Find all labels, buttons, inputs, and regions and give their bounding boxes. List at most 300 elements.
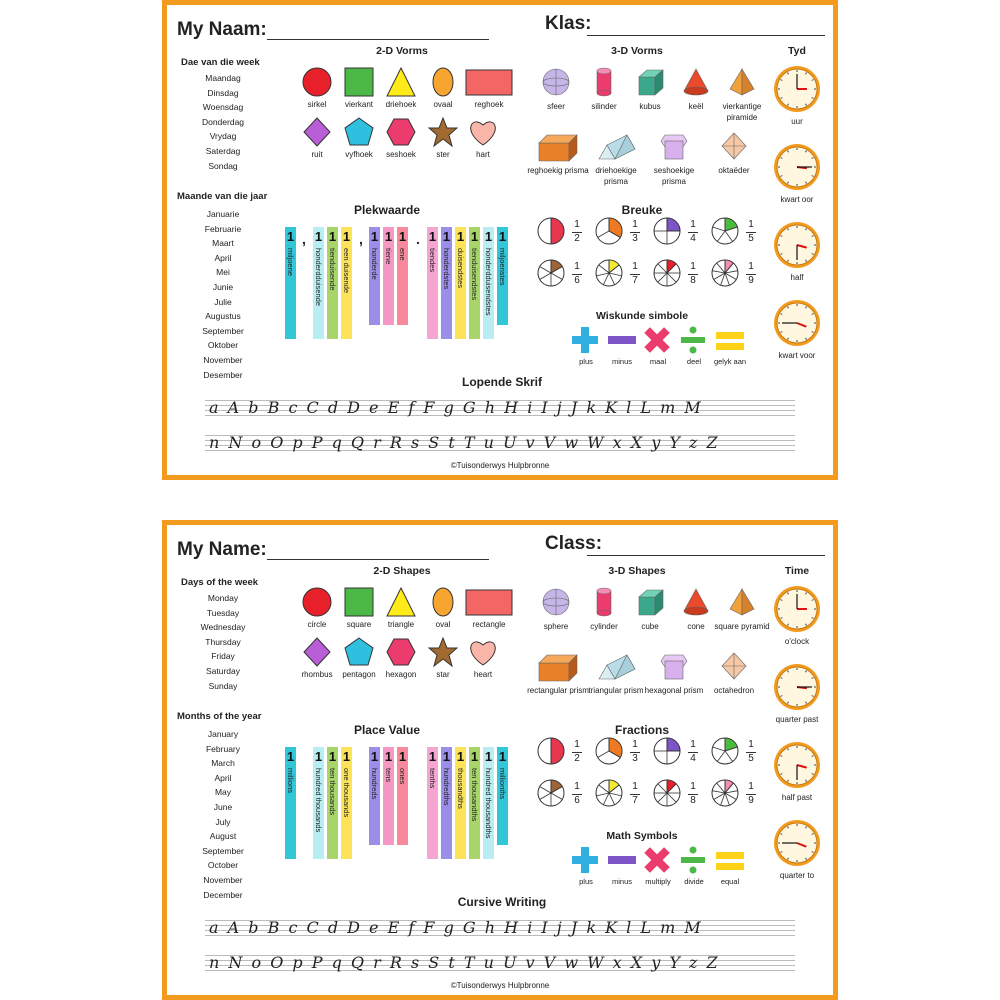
- divide-icon: [678, 325, 710, 360]
- fraction-denominator: 8: [690, 275, 696, 286]
- month-item: November: [203, 874, 243, 885]
- math-symbol-label: minus: [611, 357, 632, 366]
- clock-icon: [773, 299, 821, 352]
- cursive-title: Lopende Skrif: [461, 375, 542, 389]
- shapes3d-area: [527, 67, 767, 197]
- class-line: [587, 555, 825, 556]
- shapes3d-title: 3-D Vorms: [611, 45, 663, 57]
- place-value-bar: [483, 747, 494, 859]
- shape3d-6-icon: [595, 651, 637, 688]
- fraction-denominator: 9: [748, 275, 754, 286]
- digit-one: 1: [456, 749, 465, 764]
- days-title: Dae van die week: [181, 57, 260, 68]
- shape3d-0-icon: [541, 67, 571, 104]
- day-item: Dinsdag: [207, 87, 239, 98]
- shape-label: reghoek: [474, 100, 504, 109]
- month-item: November: [203, 354, 243, 365]
- copyright: ©Tuisonderwys Hulpbronne: [450, 461, 550, 470]
- shape-label: oktaëder: [718, 166, 750, 175]
- place-value-title: Plekwaarde: [353, 203, 421, 217]
- digit-one: 1: [484, 749, 493, 764]
- place-value-bar: [369, 747, 380, 845]
- fraction-circle-icon: [711, 217, 739, 250]
- clock-label: half past: [781, 793, 813, 802]
- math-symbol-label: divide: [684, 877, 704, 886]
- shapes2d-title: 2-D Vorms: [376, 45, 428, 57]
- shape3d-8-icon: [719, 651, 749, 688]
- digit-one: 1: [428, 749, 437, 764]
- place-value-label: tens: [384, 768, 393, 783]
- clock-label: quarter past: [775, 715, 819, 724]
- place-value-label: honderde: [370, 248, 379, 280]
- month-item: Desember: [203, 369, 243, 380]
- place-value-bar: [469, 227, 480, 339]
- months-title: Months of the year: [177, 711, 262, 722]
- shape3d-1-icon: [589, 67, 619, 104]
- math-symbols-area: [562, 843, 762, 893]
- class-label: Class:: [545, 533, 603, 554]
- clock-icon: [773, 663, 821, 716]
- class-line: [587, 35, 825, 36]
- fraction-denominator: 5: [748, 753, 754, 764]
- math-symbol-label: maal: [649, 357, 667, 366]
- place-value-bar: [285, 227, 296, 339]
- digit-one: 1: [442, 749, 451, 764]
- place-value-bar: [441, 747, 452, 859]
- shape3d-3-icon: [681, 587, 711, 624]
- clock-icon: [773, 221, 821, 274]
- shapes3d-area: [527, 587, 770, 717]
- shape-label: seshoekige prisma: [653, 166, 695, 186]
- month-item: Februarie: [204, 223, 242, 234]
- shape3d-3-icon: [681, 67, 711, 104]
- place-value-bar: [369, 227, 380, 325]
- fraction-numerator: 1: [574, 219, 580, 230]
- day-item: Monday: [207, 593, 239, 603]
- fraction-denominator: 3: [632, 233, 638, 244]
- digit-one: 1: [470, 229, 479, 244]
- clocks-area: [762, 585, 832, 895]
- clock-icon: [773, 65, 821, 118]
- shape-label: hexagonal prism: [644, 686, 704, 695]
- day-item: Friday: [211, 651, 235, 662]
- place-value-bar: [427, 227, 438, 339]
- place-value-bar: [327, 747, 338, 859]
- clock-icon: [773, 585, 821, 638]
- shape-label: sphere: [543, 622, 569, 631]
- clock-label: kwart oor: [780, 195, 814, 204]
- month-item: August: [209, 831, 237, 842]
- place-value-label: ten thousandths: [470, 768, 479, 822]
- fraction-circle-icon: [537, 217, 565, 250]
- day-item: Maandag: [205, 73, 241, 83]
- place-value-label: tenths: [428, 768, 437, 789]
- shapes3d-title: 3-D Shapes: [608, 565, 666, 577]
- shape-label: circle: [307, 620, 327, 629]
- place-value-bar: [397, 227, 408, 325]
- shape3d-0-icon: [541, 587, 571, 624]
- day-item: Thursday: [205, 636, 241, 647]
- shape-label: heart: [473, 670, 493, 679]
- shape-label: square: [346, 620, 372, 629]
- place-value-label: tiendes: [428, 248, 437, 273]
- month-item: December: [203, 889, 243, 900]
- fraction-numerator: 1: [748, 261, 754, 272]
- month-item: February: [205, 743, 240, 754]
- math-symbol-label: equal: [720, 877, 740, 886]
- day-item: Wednesday: [200, 622, 246, 633]
- place-value-bar: [441, 227, 452, 339]
- shape-label: rhombus: [301, 670, 333, 679]
- place-value-bar: [383, 227, 394, 325]
- place-value-bar: [383, 747, 394, 845]
- place-value-label: tiene: [384, 248, 393, 265]
- fraction-denominator: 3: [632, 753, 638, 764]
- shape-label: oval: [435, 620, 451, 629]
- divide-icon: [678, 845, 710, 880]
- place-value-label: hundreds: [370, 768, 379, 800]
- digit-one: 1: [342, 749, 351, 764]
- place-value-label: hundredths: [442, 768, 451, 806]
- digit-one: 1: [484, 229, 493, 244]
- fraction-numerator: 1: [632, 739, 638, 750]
- fraction-numerator: 1: [632, 781, 638, 792]
- place-value-label: honderdduisendstes: [484, 248, 493, 316]
- month-item: Junie: [212, 281, 234, 292]
- fraction-denominator: 4: [690, 233, 696, 244]
- fraction-denominator: 2: [574, 233, 580, 244]
- place-value-bar: [469, 747, 480, 859]
- plus-icon: [570, 845, 602, 880]
- month-item: Julie: [214, 296, 232, 307]
- day-item: Donderdag: [201, 116, 245, 127]
- digit-one: 1: [442, 229, 451, 244]
- class-label: Klas:: [545, 13, 592, 34]
- place-value-label: miljoenstes: [498, 248, 507, 286]
- shape-label: hart: [476, 150, 490, 159]
- shape-label: triangle: [387, 620, 415, 629]
- shape3d-2-icon: [635, 587, 665, 624]
- equal-icon: [714, 845, 746, 880]
- fraction-numerator: 1: [690, 261, 696, 272]
- shape-label: triangular prism: [588, 686, 644, 695]
- place-value-label: tienduisendstes: [470, 248, 479, 301]
- fraction-denominator: 8: [690, 795, 696, 806]
- math-symbol-label: multiply: [645, 877, 671, 886]
- place-value-bar: [455, 747, 466, 859]
- day-item: Vrydag: [209, 131, 237, 142]
- month-item: April: [214, 772, 232, 783]
- month-item: Maart: [212, 238, 234, 249]
- month-item: Oktober: [207, 340, 239, 351]
- day-item: Sunday: [208, 680, 238, 691]
- fraction-denominator: 6: [574, 795, 580, 806]
- month-item: July: [215, 816, 231, 827]
- digit-one: 1: [286, 229, 295, 244]
- fraction-circle-icon: [595, 259, 623, 292]
- place-separator: ,: [359, 231, 363, 247]
- fraction-numerator: 1: [574, 261, 580, 272]
- place-value-label: tienduisende: [328, 248, 337, 291]
- digit-one: 1: [498, 749, 507, 764]
- digit-one: 1: [342, 229, 351, 244]
- digit-one: 1: [428, 229, 437, 244]
- place-value-label: honderdduisende: [314, 248, 323, 306]
- place-value-label: millionths: [498, 768, 507, 800]
- digit-one: 1: [370, 749, 379, 764]
- fraction-denominator: 6: [574, 275, 580, 286]
- shape-label: rectangular prism: [527, 686, 589, 695]
- minus-icon: [606, 325, 638, 360]
- fraction-denominator: 7: [632, 275, 638, 286]
- place-separator: ,: [302, 231, 306, 247]
- digit-one: 1: [328, 749, 337, 764]
- place-value-label: ten thousands: [328, 768, 337, 816]
- digit-one: 1: [384, 749, 393, 764]
- fraction-numerator: 1: [632, 261, 638, 272]
- shape-label: reghoekig prisma: [527, 166, 589, 175]
- place-value-label: een duisende: [342, 248, 351, 294]
- place-value-bar: [341, 227, 352, 339]
- shape3d-6-icon: [595, 131, 637, 168]
- shape3d-7-icon: [659, 651, 689, 688]
- place-value-label: thousandths: [456, 768, 465, 809]
- equal-icon: [714, 325, 746, 360]
- fraction-denominator: 7: [632, 795, 638, 806]
- minus-icon: [606, 845, 638, 880]
- digit-one: 1: [498, 229, 507, 244]
- place-value-bar: [313, 747, 324, 859]
- fraction-circle-icon: [653, 779, 681, 812]
- clock-icon: [773, 819, 821, 872]
- place-value-bar: [285, 747, 296, 859]
- fraction-numerator: 1: [690, 219, 696, 230]
- cursive-row-2: n N o O p P q Q r R s S t T u U v V w W x X y Y z Z: [209, 433, 720, 452]
- place-value-label: duisendstes: [456, 248, 465, 289]
- shape3d-8-icon: [719, 131, 749, 168]
- month-item: September: [202, 325, 244, 336]
- fraction-numerator: 1: [690, 781, 696, 792]
- month-item: October: [207, 860, 239, 871]
- time-title: Tyd: [788, 45, 806, 57]
- shape-label: hexagon: [385, 670, 417, 679]
- digit-one: 1: [370, 229, 379, 244]
- shape-label: cube: [641, 622, 659, 631]
- clock-label: quarter to: [779, 871, 815, 880]
- fraction-numerator: 1: [748, 739, 754, 750]
- math-symbols-area: [562, 323, 762, 373]
- cursive-row-1: a A b B c C d D e E f F g G h H i I j J k K l L m M: [209, 918, 703, 937]
- place-value-label: millions: [286, 768, 295, 794]
- shape-label: ovaal: [433, 100, 453, 109]
- day-item: Sondag: [208, 160, 238, 171]
- digit-one: 1: [398, 229, 407, 244]
- fraction-numerator: 1: [748, 219, 754, 230]
- cursive-row-2: n N o O p P q Q r R s S t T u U v V w W x X y Y z Z: [209, 953, 720, 972]
- shape-label: sfeer: [547, 102, 565, 111]
- month-item: Januarie: [206, 209, 240, 219]
- shape-label: rectangle: [472, 620, 506, 629]
- digit-one: 1: [384, 229, 393, 244]
- shape-label: square pyramid: [714, 622, 770, 631]
- day-item: Woensdag: [202, 102, 244, 113]
- name-label: My Naam:: [177, 19, 267, 40]
- place-value-label: hundred thousandths: [484, 768, 493, 839]
- shape-label: driehoek: [385, 100, 417, 109]
- digit-one: 1: [456, 229, 465, 244]
- shape-label: cone: [687, 622, 705, 631]
- place-value-bar: [427, 747, 438, 859]
- fraction-denominator: 4: [690, 753, 696, 764]
- shape3d-5-icon: [537, 131, 579, 168]
- placemat: [162, 520, 838, 1000]
- fraction-circle-icon: [653, 259, 681, 292]
- digit-one: 1: [398, 749, 407, 764]
- math-symbols-title: Wiskunde simbole: [595, 310, 689, 322]
- place-value-bar: [397, 747, 408, 845]
- fraction-numerator: 1: [690, 739, 696, 750]
- shape-label: seshoek: [386, 150, 416, 159]
- placemat: [162, 0, 838, 480]
- place-value-title: Place Value: [353, 723, 421, 737]
- fraction-circle-icon: [711, 259, 739, 292]
- fraction-circle-icon: [711, 737, 739, 770]
- shape-label: pentagon: [342, 670, 376, 679]
- clocks-area: [762, 65, 832, 375]
- shape3d-2-icon: [635, 67, 665, 104]
- place-value-label: miljoene: [286, 248, 295, 276]
- shape-label: vyfhoek: [345, 150, 373, 159]
- fraction-numerator: 1: [574, 781, 580, 792]
- clock-label: uur: [791, 117, 803, 126]
- shape-label: ster: [436, 150, 450, 159]
- month-item: April: [214, 252, 232, 263]
- shape-label: star: [436, 670, 450, 679]
- day-item: Saterdag: [205, 145, 241, 156]
- shape3d-5-icon: [537, 651, 579, 688]
- shape3d-4-icon: [727, 587, 757, 624]
- plus-icon: [570, 325, 602, 360]
- fraction-circle-icon: [537, 737, 565, 770]
- fraction-circle-icon: [653, 737, 681, 770]
- shape-label: ruit: [311, 150, 323, 159]
- place-value-label: honderdstes: [442, 248, 451, 290]
- place-value-bar: [313, 227, 324, 339]
- month-item: June: [213, 801, 233, 812]
- digit-one: 1: [314, 749, 323, 764]
- fraction-circle-icon: [595, 779, 623, 812]
- fraction-denominator: 2: [574, 753, 580, 764]
- place-value-label: ones: [398, 768, 407, 785]
- month-item: May: [214, 787, 232, 798]
- shape-label: kubus: [639, 102, 661, 111]
- fractions-area: [527, 217, 767, 307]
- place-value-label: ene: [398, 248, 407, 261]
- shape-label: driehoekige prisma: [595, 166, 637, 186]
- place-value-area: [167, 525, 527, 885]
- place-value-bar: [455, 227, 466, 339]
- digit-one: 1: [470, 749, 479, 764]
- multiply-icon: [642, 845, 674, 880]
- name-label: My Name:: [177, 539, 267, 560]
- place-separator: .: [416, 231, 420, 247]
- math-symbols-title: Math Symbols: [606, 830, 678, 842]
- fraction-denominator: 5: [748, 233, 754, 244]
- month-item: Augustus: [205, 311, 241, 322]
- shape-label: octahedron: [713, 686, 755, 695]
- shape-label: vierkant: [344, 100, 373, 109]
- fraction-circle-icon: [537, 259, 565, 292]
- fractions-title: Fractions: [614, 723, 669, 737]
- shape-label: sirkel: [307, 100, 327, 109]
- place-value-bar: [497, 747, 508, 845]
- place-value-label: hundred thousands: [314, 768, 323, 833]
- shape3d-4-icon: [727, 67, 757, 104]
- clock-label: half: [790, 273, 804, 282]
- math-symbol-label: gelyk aan: [713, 357, 747, 366]
- fraction-circle-icon: [711, 779, 739, 812]
- place-value-bar: [341, 747, 352, 859]
- shape-label: silinder: [591, 102, 617, 111]
- fraction-circle-icon: [653, 217, 681, 250]
- copyright: ©Tuisonderwys Hulpbronne: [450, 981, 550, 990]
- math-symbol-label: minus: [611, 877, 632, 886]
- month-item: January: [207, 729, 239, 739]
- fractions-area: [527, 737, 767, 827]
- place-value-bar: [327, 227, 338, 339]
- months-title: Maande van die jaar: [177, 191, 268, 202]
- shape-label: keël: [688, 102, 704, 111]
- fraction-numerator: 1: [748, 781, 754, 792]
- place-value-bar: [483, 227, 494, 339]
- cursive-row-1: a A b B c C d D e E f F g G h H i I j J k K l L m M: [209, 398, 703, 417]
- math-symbol-label: plus: [579, 357, 593, 366]
- day-item: Tuesday: [206, 607, 240, 618]
- shape-label: cylinder: [590, 622, 618, 631]
- place-value-label: one thousands: [342, 768, 351, 818]
- fraction-denominator: 9: [748, 795, 754, 806]
- digit-one: 1: [328, 229, 337, 244]
- digit-one: 1: [314, 229, 323, 244]
- shape-label: vierkantige piramide: [722, 102, 762, 122]
- fraction-numerator: 1: [574, 739, 580, 750]
- clock-label: o'clock: [784, 637, 810, 646]
- digit-one: 1: [286, 749, 295, 764]
- time-title: Time: [784, 565, 810, 577]
- day-item: Saturday: [205, 665, 241, 676]
- clock-icon: [773, 143, 821, 196]
- place-value-bar: [497, 227, 508, 325]
- month-item: Mei: [216, 267, 230, 278]
- days-title: Days of the week: [181, 577, 259, 588]
- fraction-circle-icon: [595, 737, 623, 770]
- shape3d-7-icon: [659, 131, 689, 168]
- clock-icon: [773, 741, 821, 794]
- fractions-title: Breuke: [621, 203, 663, 217]
- fraction-circle-icon: [595, 217, 623, 250]
- cursive-title: Cursive Writing: [457, 895, 547, 909]
- place-value-area: [167, 5, 527, 365]
- month-item: September: [202, 845, 244, 856]
- math-symbol-label: plus: [579, 877, 593, 886]
- clock-label: kwart voor: [778, 351, 816, 360]
- fraction-circle-icon: [537, 779, 565, 812]
- shape3d-1-icon: [589, 587, 619, 624]
- month-item: March: [211, 758, 235, 769]
- fraction-numerator: 1: [632, 219, 638, 230]
- multiply-icon: [642, 325, 674, 360]
- math-symbol-label: deel: [686, 357, 702, 366]
